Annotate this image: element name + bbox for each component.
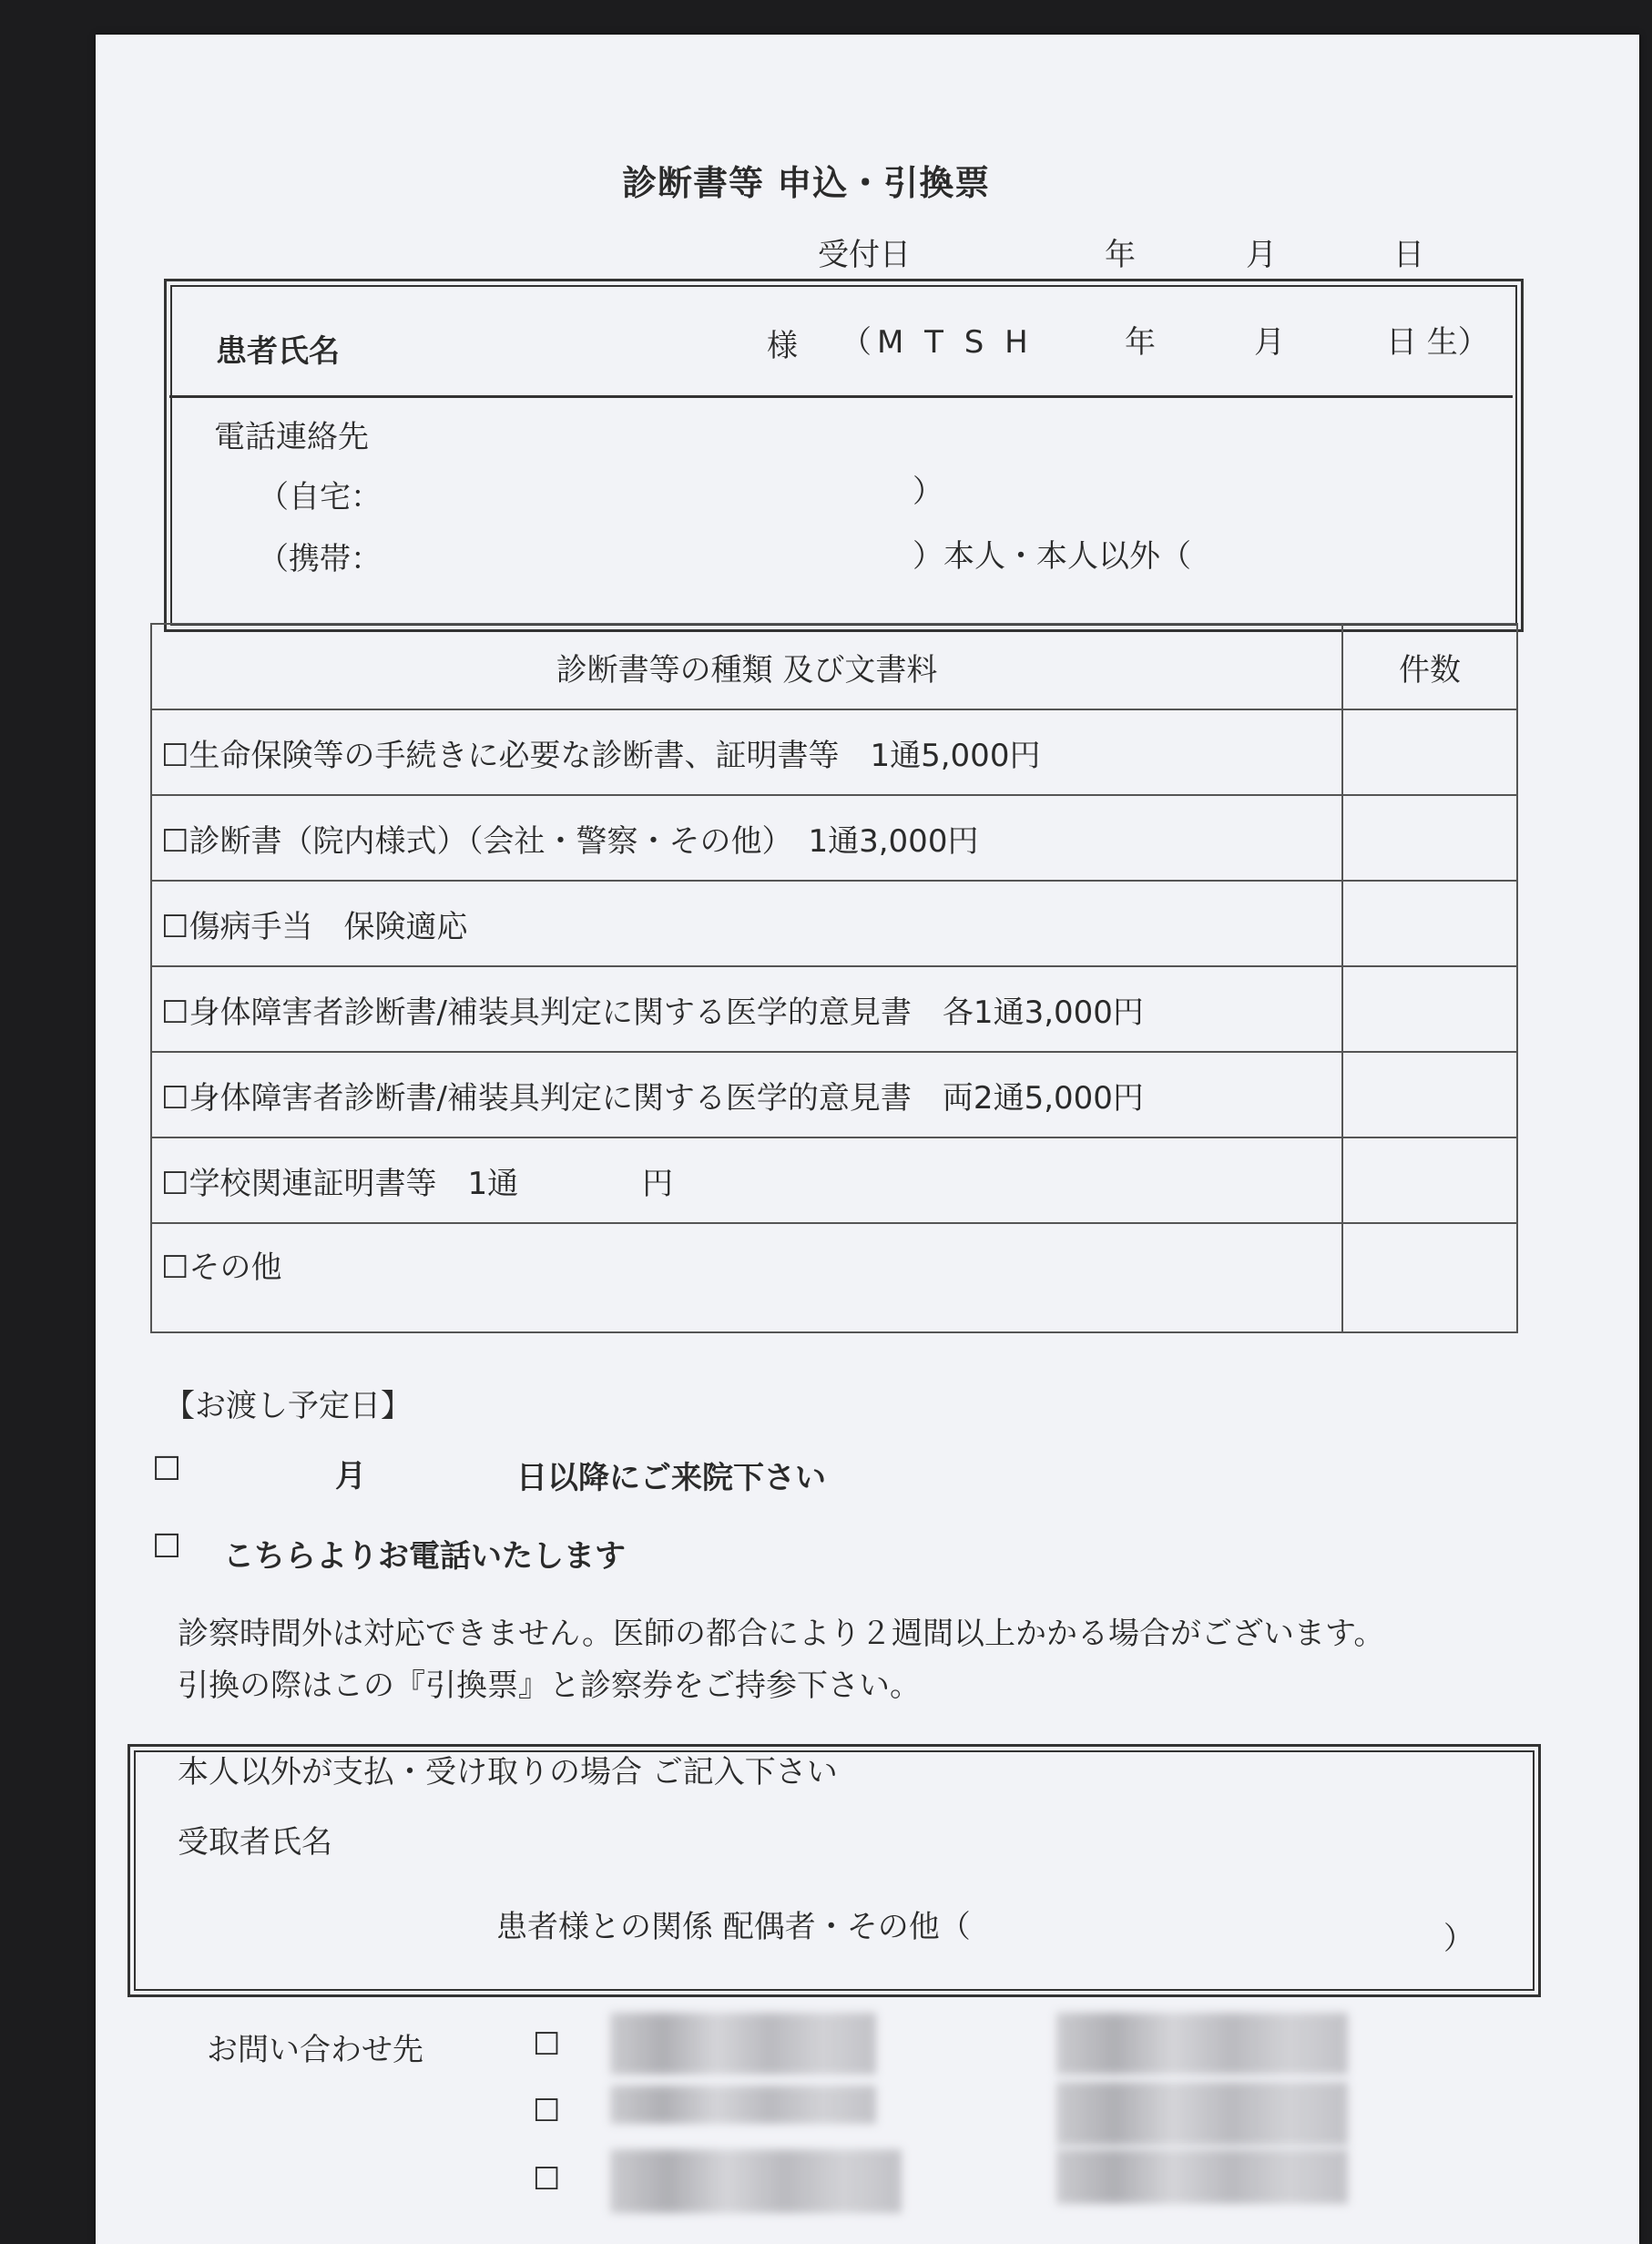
table-row xyxy=(151,1223,1517,1332)
document-option[interactable]: ☐学校関連証明書等 1通 円 xyxy=(151,1137,1342,1223)
redacted-contact-phone xyxy=(1056,2082,1348,2146)
table-row xyxy=(151,881,1517,966)
delivery-call-text: こちらよりお電話いたします xyxy=(223,1538,626,1575)
phone-mobile-relation: ）本人・本人以外（ xyxy=(913,538,1191,575)
patient-birth-day: 日 生） xyxy=(1386,324,1489,361)
phone-home-label: （自宅： xyxy=(258,479,382,515)
header-count: 件数 xyxy=(1342,624,1517,709)
document-option[interactable]: ☐生命保険等の手続きに必要な診断書、証明書等 1通5,000円 xyxy=(151,709,1342,795)
relation-close: ） xyxy=(1443,1921,1474,1957)
header-document-type: 診断書等の種類 及び文書料 xyxy=(151,624,1342,709)
reception-month: 月 xyxy=(1246,237,1277,273)
relation-label: 患者様との関係 配偶者・その他（ xyxy=(496,1909,971,1945)
phone-label: 電話連絡先 xyxy=(214,419,369,455)
form-sheet xyxy=(96,35,1639,2244)
receiver-name-label: 受取者氏名 xyxy=(178,1824,332,1861)
contact-checkbox[interactable]: ☐ xyxy=(533,2026,561,2063)
patient-birth-month: 月 xyxy=(1254,324,1285,361)
document-type-table xyxy=(150,623,1518,1333)
table-row xyxy=(151,795,1517,881)
patient-sama: 様 xyxy=(767,328,798,364)
table-header-row xyxy=(151,624,1517,709)
patient-birth-era: （M T S H xyxy=(841,324,1034,361)
document-option[interactable]: ☐傷病手当 保険適応 xyxy=(151,881,1342,966)
count-cell[interactable] xyxy=(1342,1223,1517,1332)
phone-home-close: ） xyxy=(913,474,943,510)
redacted-contact-phone xyxy=(1056,2149,1348,2204)
table-row xyxy=(151,1052,1517,1137)
delivery-call-checkbox[interactable]: ☐ xyxy=(152,1528,182,1566)
document-option[interactable]: ☐その他 xyxy=(151,1223,1342,1332)
patient-birth-year: 年 xyxy=(1125,324,1156,361)
table-row xyxy=(151,709,1517,795)
count-cell[interactable] xyxy=(1342,1137,1517,1223)
proxy-heading: 本人以外が支払・受け取りの場合 ご記入下さい xyxy=(178,1754,838,1790)
redacted-contact-phone xyxy=(1056,2013,1348,2075)
delivery-date-label: 【お渡し予定日】 xyxy=(164,1388,412,1424)
patient-box-divider xyxy=(169,395,1513,398)
count-cell[interactable] xyxy=(1342,881,1517,966)
table-row xyxy=(151,1137,1517,1223)
reception-year: 年 xyxy=(1105,237,1136,273)
form-title: 診断書等 申込・引換票 xyxy=(622,163,991,203)
delivery-month: 月 xyxy=(335,1458,366,1494)
note-line: 引換の際はこの『引換票』と診察券をご持参下さい。 xyxy=(178,1668,921,1704)
count-cell[interactable] xyxy=(1342,795,1517,881)
count-cell[interactable] xyxy=(1342,966,1517,1052)
table-row xyxy=(151,966,1517,1052)
delivery-visit-text: 日以降にご来院下さい xyxy=(516,1460,826,1496)
document-option[interactable]: ☐診断書（院内様式）（会社・警察・その他） 1通3,000円 xyxy=(151,795,1342,881)
count-cell[interactable] xyxy=(1342,709,1517,795)
document-option[interactable]: ☐身体障害者診断書/補装具判定に関する医学的意見書 各1通3,000円 xyxy=(151,966,1342,1052)
redacted-contact-name xyxy=(610,2013,876,2075)
reception-day: 日 xyxy=(1393,237,1424,273)
contact-checkbox[interactable]: ☐ xyxy=(533,2161,561,2198)
note-line: 診察時間外は対応できません。医師の都合により２週間以上かかる場合がございます。 xyxy=(178,1616,1385,1652)
document-option[interactable]: ☐身体障害者診断書/補装具判定に関する医学的意見書 両2通5,000円 xyxy=(151,1052,1342,1137)
phone-mobile-label: （携帯： xyxy=(258,541,382,577)
contact-label: お問い合わせ先 xyxy=(207,2032,423,2068)
redacted-contact-name xyxy=(610,2086,876,2124)
delivery-visit-checkbox[interactable]: ☐ xyxy=(152,1451,182,1488)
reception-date-label: 受付日 xyxy=(818,237,911,273)
redacted-contact-name xyxy=(610,2149,902,2213)
patient-name-label: 患者氏名 xyxy=(216,333,340,370)
contact-checkbox[interactable]: ☐ xyxy=(533,2093,561,2129)
count-cell[interactable] xyxy=(1342,1052,1517,1137)
